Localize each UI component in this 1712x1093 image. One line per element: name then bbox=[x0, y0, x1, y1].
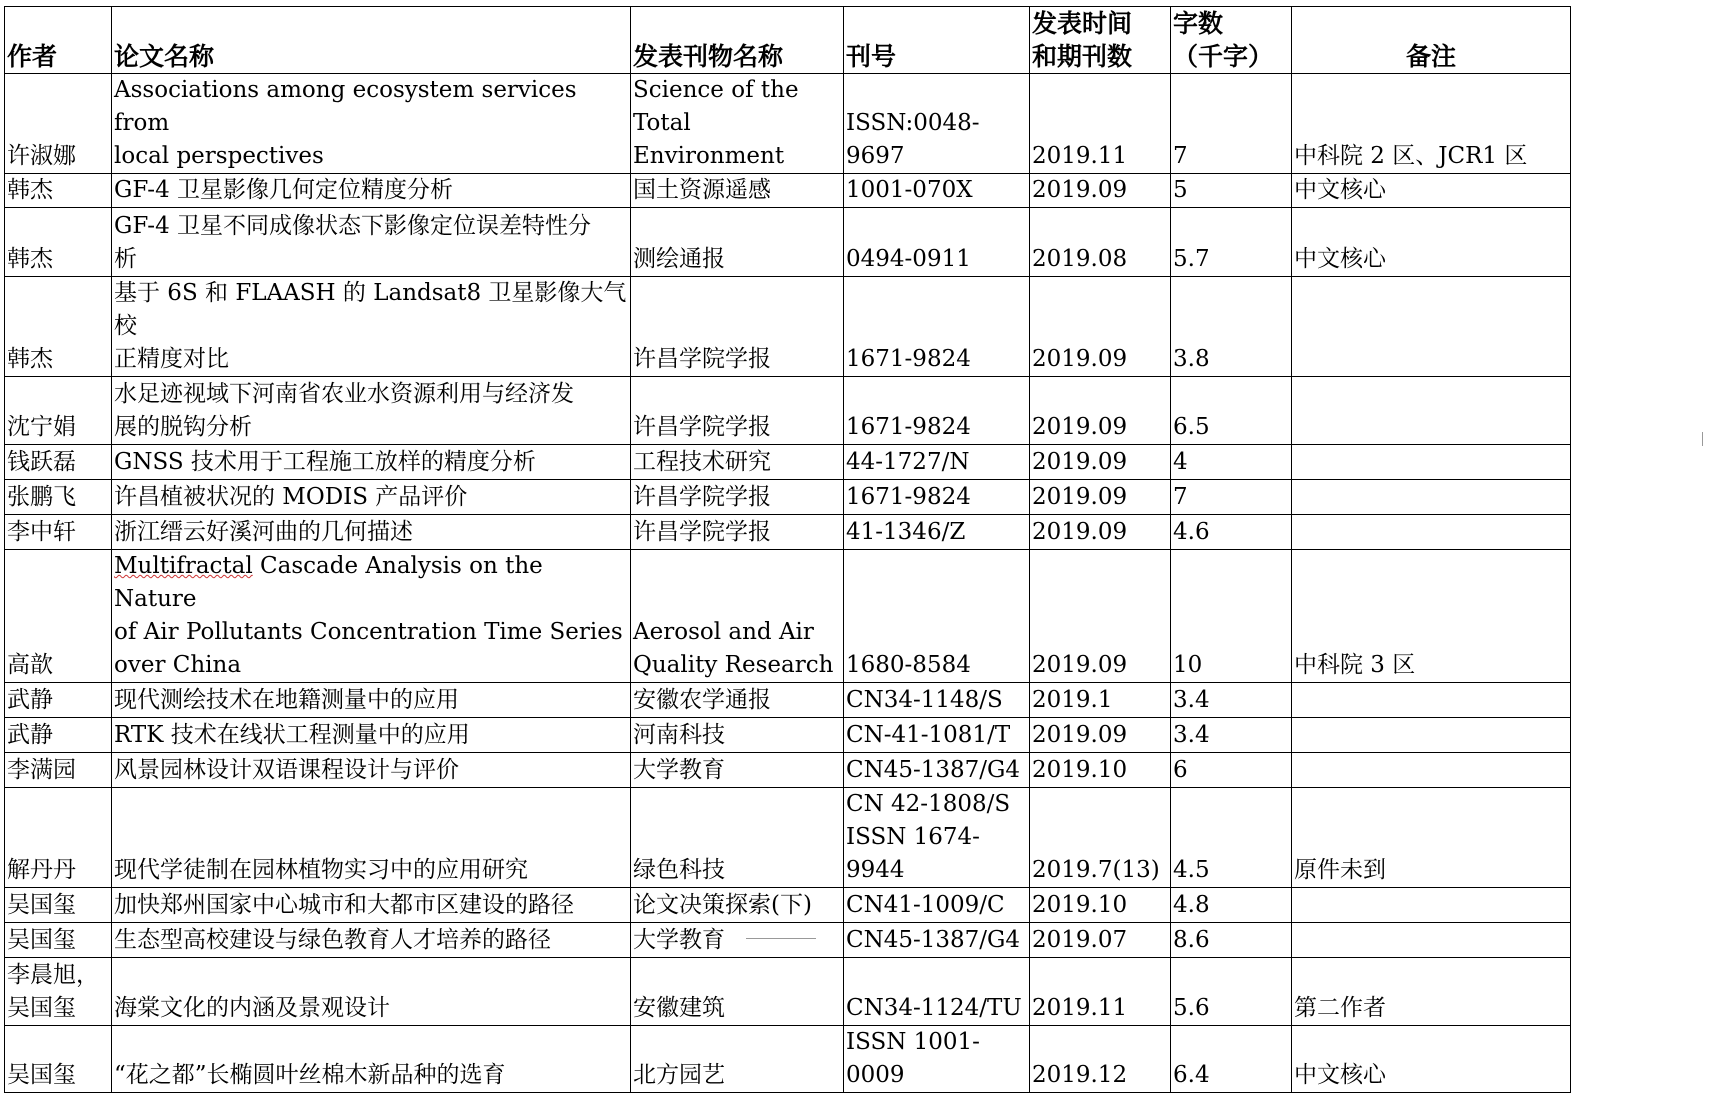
table-row bbox=[5, 718, 1571, 753]
title-cell: RTK 技术在线状工程测量中的应用 bbox=[112, 718, 631, 753]
issn-cell: CN45-1387/G4 bbox=[844, 923, 1030, 958]
words-cell: 4.8 bbox=[1171, 888, 1292, 923]
words-cell: 4.6 bbox=[1171, 515, 1292, 550]
issn-cell: CN34-1148/S bbox=[844, 683, 1030, 718]
header-issn: 刊号 bbox=[844, 7, 1030, 74]
date-cell: 2019.12 bbox=[1030, 1026, 1171, 1093]
title-cell: 现代学徒制在园林植物实习中的应用研究 bbox=[112, 788, 631, 888]
table-header-row bbox=[5, 7, 1571, 74]
title-cell: “花之都”长椭圆叶丝棉木新品种的选育 bbox=[112, 1026, 631, 1093]
journal-cell: Science of the Total Environment bbox=[631, 74, 844, 174]
words-cell: 5 bbox=[1171, 174, 1292, 208]
date-cell: 2019.1 bbox=[1030, 683, 1171, 718]
note-cell bbox=[1292, 377, 1571, 445]
issn-cell: CN41-1009/C bbox=[844, 888, 1030, 923]
journal-cell: 大学教育 bbox=[631, 923, 844, 958]
table-row bbox=[5, 515, 1571, 550]
title-rest: Cascade Analysis on the Nature of Air Pollutants Concentration Time Series over China bbox=[114, 553, 623, 678]
table-row bbox=[5, 1026, 1571, 1093]
journal-cell: 北方园艺 bbox=[631, 1026, 844, 1093]
date-cell: 2019.7(13) bbox=[1030, 788, 1171, 888]
words-cell: 6.4 bbox=[1171, 1026, 1292, 1093]
note-cell: 中科院 3 区 bbox=[1292, 550, 1571, 683]
table-row bbox=[5, 888, 1571, 923]
title-cell: 加快郑州国家中心城市和大都市区建设的路径 bbox=[112, 888, 631, 923]
journal-cell: 许昌学院学报 bbox=[631, 277, 844, 377]
date-cell: 2019.09 bbox=[1030, 377, 1171, 445]
table-row bbox=[5, 788, 1571, 888]
journal-cell: 绿色科技 bbox=[631, 788, 844, 888]
note-cell bbox=[1292, 445, 1571, 480]
issn-cell: CN 42-1808/S ISSN 1674-9944 bbox=[844, 788, 1030, 888]
header-note: 备注 bbox=[1292, 7, 1571, 74]
title-cell: 许昌植被状况的 MODIS 产品评价 bbox=[112, 480, 631, 515]
words-cell: 5.7 bbox=[1171, 208, 1292, 277]
note-cell: 中科院 2 区、JCR1 区 bbox=[1292, 74, 1571, 174]
title-cell: GF-4 卫星影像几何定位精度分析 bbox=[112, 174, 631, 208]
title-cell: 浙江缙云好溪河曲的几何描述 bbox=[112, 515, 631, 550]
journal-cell: 河南科技 bbox=[631, 718, 844, 753]
table-row bbox=[5, 74, 1571, 174]
author-cell: 李满园 bbox=[5, 753, 112, 788]
spellcheck-word: Multifractal bbox=[114, 553, 253, 579]
journal-cell: 许昌学院学报 bbox=[631, 377, 844, 445]
journal-cell: Aerosol and Air Quality Research bbox=[631, 550, 844, 683]
table-row bbox=[5, 480, 1571, 515]
author-cell: 武静 bbox=[5, 718, 112, 753]
title-cell: 现代测绘技术在地籍测量中的应用 bbox=[112, 683, 631, 718]
date-cell: 2019.09 bbox=[1030, 718, 1171, 753]
title-cell: 海棠文化的内涵及景观设计 bbox=[112, 958, 631, 1026]
date-cell: 2019.09 bbox=[1030, 277, 1171, 377]
table-row bbox=[5, 445, 1571, 480]
title-cell: 生态型高校建设与绿色教育人才培养的路径 bbox=[112, 923, 631, 958]
note-cell bbox=[1292, 888, 1571, 923]
date-cell: 2019.09 bbox=[1030, 480, 1171, 515]
words-cell: 6.5 bbox=[1171, 377, 1292, 445]
header-words: 字数 （千字） bbox=[1171, 7, 1292, 74]
words-cell: 5.6 bbox=[1171, 958, 1292, 1026]
date-cell: 2019.11 bbox=[1030, 958, 1171, 1026]
author-cell: 沈宁娟 bbox=[5, 377, 112, 445]
words-cell: 4.5 bbox=[1171, 788, 1292, 888]
date-cell: 2019.11 bbox=[1030, 74, 1171, 174]
title-cell: 水足迹视域下河南省农业水资源利用与经济发 展的脱钩分析 bbox=[112, 377, 631, 445]
issn-cell: 0494-0911 bbox=[844, 208, 1030, 277]
note-cell bbox=[1292, 515, 1571, 550]
note-cell bbox=[1292, 753, 1571, 788]
words-cell: 7 bbox=[1171, 480, 1292, 515]
author-cell: 韩杰 bbox=[5, 174, 112, 208]
journal-cell: 许昌学院学报 bbox=[631, 480, 844, 515]
note-cell: 中文核心 bbox=[1292, 174, 1571, 208]
date-cell: 2019.10 bbox=[1030, 888, 1171, 923]
date-cell: 2019.07 bbox=[1030, 923, 1171, 958]
issn-cell: 44-1727/N bbox=[844, 445, 1030, 480]
words-cell: 4 bbox=[1171, 445, 1292, 480]
title-cell: Associations among ecosystem services from local perspectives bbox=[112, 74, 631, 174]
issn-cell: 41-1346/Z bbox=[844, 515, 1030, 550]
issn-cell: CN-41-1081/T bbox=[844, 718, 1030, 753]
title-cell: 基于 6S 和 FLAASH 的 Landsat8 卫星影像大气校 正精度对比 bbox=[112, 277, 631, 377]
words-cell: 8.6 bbox=[1171, 923, 1292, 958]
publications-table bbox=[4, 6, 1571, 1093]
author-cell: 武静 bbox=[5, 683, 112, 718]
issn-cell: 1001-070X bbox=[844, 174, 1030, 208]
page-bottom-mark bbox=[746, 938, 816, 939]
journal-cell: 测绘通报 bbox=[631, 208, 844, 277]
journal-cell: 工程技术研究 bbox=[631, 445, 844, 480]
date-cell: 2019.09 bbox=[1030, 515, 1171, 550]
note-cell bbox=[1292, 923, 1571, 958]
words-cell: 7 bbox=[1171, 74, 1292, 174]
page-edge-mark bbox=[1702, 432, 1709, 446]
title-cell: 风景园林设计双语课程设计与评价 bbox=[112, 753, 631, 788]
table-row bbox=[5, 753, 1571, 788]
journal-cell: 国土资源遥感 bbox=[631, 174, 844, 208]
header-journal: 发表刊物名称 bbox=[631, 7, 844, 74]
note-cell: 第二作者 bbox=[1292, 958, 1571, 1026]
journal-cell: 安徽建筑 bbox=[631, 958, 844, 1026]
author-cell: 吴国玺 bbox=[5, 888, 112, 923]
words-cell: 3.4 bbox=[1171, 683, 1292, 718]
note-cell: 中文核心 bbox=[1292, 208, 1571, 277]
table-row bbox=[5, 277, 1571, 377]
issn-cell: 1680-8584 bbox=[844, 550, 1030, 683]
table-row bbox=[5, 208, 1571, 277]
author-cell: 韩杰 bbox=[5, 208, 112, 277]
journal-cell: 许昌学院学报 bbox=[631, 515, 844, 550]
table-row bbox=[5, 377, 1571, 445]
author-cell: 李晨旭， 吴国玺 bbox=[5, 958, 112, 1026]
author-cell: 李中轩 bbox=[5, 515, 112, 550]
date-cell: 2019.09 bbox=[1030, 174, 1171, 208]
date-cell: 2019.09 bbox=[1030, 445, 1171, 480]
table-row bbox=[5, 550, 1571, 683]
words-cell: 3.4 bbox=[1171, 718, 1292, 753]
table-row bbox=[5, 174, 1571, 208]
words-cell: 6 bbox=[1171, 753, 1292, 788]
words-cell: 3.8 bbox=[1171, 277, 1292, 377]
issn-cell: 1671-9824 bbox=[844, 377, 1030, 445]
note-cell bbox=[1292, 718, 1571, 753]
note-cell bbox=[1292, 480, 1571, 515]
author-cell: 韩杰 bbox=[5, 277, 112, 377]
author-cell: 吴国玺 bbox=[5, 1026, 112, 1093]
author-cell: 吴国玺 bbox=[5, 923, 112, 958]
author-cell: 许淑娜 bbox=[5, 74, 112, 174]
header-date: 发表时间 和期刊数 bbox=[1030, 7, 1171, 74]
table-row bbox=[5, 683, 1571, 718]
author-cell: 高歆 bbox=[5, 550, 112, 683]
date-cell: 2019.09 bbox=[1030, 550, 1171, 683]
title-cell: GF-4 卫星不同成像状态下影像定位误差特性分 析 bbox=[112, 208, 631, 277]
note-cell bbox=[1292, 277, 1571, 377]
issn-cell: CN34-1124/TU bbox=[844, 958, 1030, 1026]
words-cell: 10 bbox=[1171, 550, 1292, 683]
journal-cell: 安徽农学通报 bbox=[631, 683, 844, 718]
note-cell: 中文核心 bbox=[1292, 1026, 1571, 1093]
header-title: 论文名称 bbox=[112, 7, 631, 74]
issn-cell: 1671-9824 bbox=[844, 480, 1030, 515]
author-cell: 张鹏飞 bbox=[5, 480, 112, 515]
issn-cell: ISSN 1001-0009 bbox=[844, 1026, 1030, 1093]
journal-cell: 大学教育 bbox=[631, 753, 844, 788]
date-cell: 2019.10 bbox=[1030, 753, 1171, 788]
title-cell: GNSS 技术用于工程施工放样的精度分析 bbox=[112, 445, 631, 480]
issn-cell: ISSN:0048-9697 bbox=[844, 74, 1030, 174]
issn-cell: 1671-9824 bbox=[844, 277, 1030, 377]
author-cell: 解丹丹 bbox=[5, 788, 112, 888]
issn-cell: CN45-1387/G4 bbox=[844, 753, 1030, 788]
date-cell: 2019.08 bbox=[1030, 208, 1171, 277]
title-cell bbox=[112, 550, 631, 683]
note-cell: 原件未到 bbox=[1292, 788, 1571, 888]
author-cell: 钱跃磊 bbox=[5, 445, 112, 480]
note-cell bbox=[1292, 683, 1571, 718]
table-row bbox=[5, 923, 1571, 958]
table-row bbox=[5, 958, 1571, 1026]
journal-cell: 论文决策探索(下) bbox=[631, 888, 844, 923]
header-author: 作者 bbox=[5, 7, 112, 74]
